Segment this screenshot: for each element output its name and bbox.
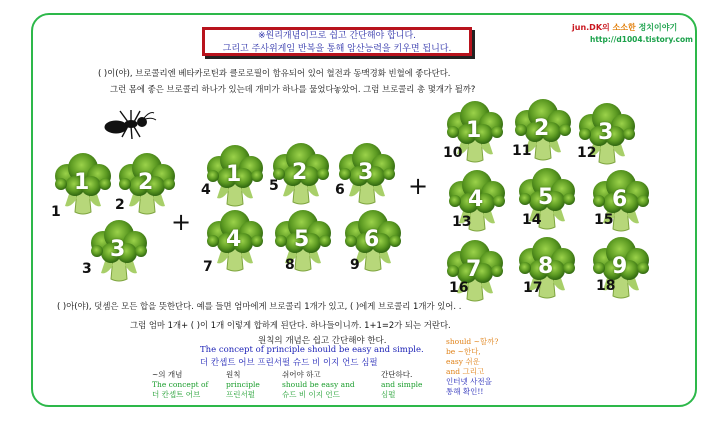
- side-note: easy 쉬운: [446, 357, 480, 366]
- intro-line-2: 그런 몸에 좋은 브로콜리 하나가 있는데 개미가 하나를 물었다놓았어. 그럼 브로콜리 총 몇개가 될까?: [110, 84, 476, 94]
- broccoli-icon: [204, 207, 266, 277]
- principle-side-notes: [446, 337, 498, 397]
- broccoli-label: 1: [226, 162, 242, 187]
- broccoli-icon: [270, 140, 332, 210]
- broccoli-label: 1: [74, 170, 90, 195]
- broccoli-label: 6: [612, 187, 628, 212]
- principle-word: [282, 370, 355, 400]
- broccoli-count: 6: [335, 182, 345, 198]
- broccoli-count: 5: [269, 178, 279, 194]
- broccoli-label: 9: [612, 254, 628, 279]
- broccoli-icon: [272, 207, 334, 277]
- word-english: should be easy and: [282, 380, 355, 389]
- broccoli-label: 3: [598, 120, 614, 145]
- word-pronunciation: 프린서펄: [226, 390, 255, 399]
- broccoli-count: 1: [51, 204, 61, 220]
- intro-text-1: 이(야), 브로콜리엔 베타카로틴과 클로로필이 함유되어 있어 혈전과 동맥경화 빈혈에 좋다단다.: [107, 68, 451, 78]
- brand-part-1: jun.DK의: [572, 23, 610, 32]
- broccoli-label: 2: [292, 160, 308, 185]
- side-note: 통해 확인!!: [446, 387, 484, 396]
- explain-line-1: [57, 300, 461, 312]
- explain-text-2a[interactable]: 그럼 엄마 1개+ ( ): [130, 320, 200, 330]
- word-korean: 쉬어야 하고: [282, 370, 321, 379]
- broccoli-count: 14: [522, 212, 542, 228]
- explain-text-2b: 이 1개 이렇게 합하게 된단다. 하나들이니까. 1+1=2가 되는 거란다.: [199, 320, 451, 330]
- broccoli-label: 2: [534, 116, 550, 141]
- broccoli-label: 7: [466, 257, 482, 282]
- principle-word: [226, 370, 260, 400]
- word-pronunciation: 심펄: [381, 390, 396, 399]
- broccoli-label: 5: [294, 227, 310, 252]
- principle-word: [152, 370, 208, 400]
- principle-word: [381, 370, 422, 400]
- broccoli-count: 9: [350, 257, 360, 273]
- broccoli-label: 6: [364, 227, 380, 252]
- notice-box: [202, 27, 472, 56]
- broccoli-count: 3: [82, 261, 92, 277]
- side-note: be ~한다,: [446, 347, 481, 356]
- ant-icon: [98, 107, 158, 143]
- broccoli-count: 17: [523, 280, 543, 296]
- broccoli-label: 2: [138, 170, 154, 195]
- broccoli-icon: [204, 142, 266, 212]
- broccoli-count: 2: [115, 197, 125, 213]
- broccoli-count: 16: [449, 280, 469, 296]
- principle-pronunciation: 더 칸셉트 어브 프린서펄 슈드 비 이지 언드 심펄: [200, 358, 378, 368]
- word-pronunciation: 더 칸셉트 어브: [152, 390, 201, 399]
- broccoli-count: 18: [596, 278, 616, 294]
- plus-operator-2: +: [408, 172, 429, 200]
- broccoli-label: 8: [538, 254, 554, 279]
- broccoli-count: 13: [452, 214, 472, 230]
- brand-part-3: 정치이야기: [638, 23, 678, 32]
- plus-operator-1: +: [171, 208, 192, 236]
- broccoli-label: 1: [466, 118, 482, 143]
- broccoli-label: 5: [538, 185, 554, 210]
- broccoli-count: 4: [201, 182, 211, 198]
- broccoli-label: 4: [468, 187, 484, 212]
- broccoli-label: 3: [358, 160, 374, 185]
- explain-text-1c: 에게 브로콜리 1개가 있어. .: [359, 301, 462, 311]
- broccoli-count: 11: [512, 143, 532, 159]
- notice-line-1: ※원리개념이므로 쉽고 간단해야 합니다.: [257, 31, 417, 41]
- answer-blank[interactable]: ( ): [98, 68, 108, 78]
- brand-url[interactable]: http://d1004.tistory.com: [590, 35, 693, 44]
- word-pronunciation: 슈드 비 이지 언드: [282, 390, 340, 399]
- explain-text-1: 아(야), 덧셈은 모든 합을 뜻한단다. 예를 들면 엄마에게 브로콜리 1개가 있고, ( ): [66, 301, 360, 311]
- side-note: should ~할까?: [446, 337, 499, 346]
- broccoli-label: 3: [110, 237, 126, 262]
- word-english: principle: [226, 380, 260, 389]
- answer-blank[interactable]: ( ): [57, 301, 67, 311]
- broccoli-icon: [444, 237, 506, 307]
- broccoli-label: 4: [226, 227, 242, 252]
- broccoli-icon: [88, 217, 150, 287]
- broccoli-icon: [116, 150, 178, 220]
- side-note: and 그리고: [446, 367, 485, 376]
- broccoli-count: 8: [285, 257, 295, 273]
- word-english: and simple: [381, 380, 423, 389]
- intro-line-1: [98, 67, 450, 79]
- word-korean: ~의 개념: [152, 370, 183, 379]
- broccoli-count: 12: [577, 145, 597, 161]
- principle-english: The concept of principle should be easy and simple.: [200, 345, 424, 355]
- brand-part-2: 소소한: [612, 23, 636, 32]
- word-korean: 원칙: [226, 370, 241, 379]
- broccoli-count: 7: [203, 259, 213, 275]
- side-note: 인터넷 사전을: [446, 377, 492, 386]
- notice-line-2: 그리고 주사위게임 반복을 통해 암산능력을 키우면 됩니다.: [222, 44, 452, 54]
- broccoli-icon: [52, 150, 114, 220]
- broccoli-count: 15: [594, 212, 614, 228]
- principle-korean: 원칙의 개념은 쉽고 간단해야 한다.: [258, 336, 387, 346]
- broccoli-icon: [336, 140, 398, 210]
- explain-line-2: [130, 319, 451, 331]
- brand-title: [572, 22, 677, 33]
- broccoli-count: 10: [443, 145, 463, 161]
- word-korean: 간단하다.: [381, 370, 413, 379]
- word-english: The concept of: [152, 380, 209, 389]
